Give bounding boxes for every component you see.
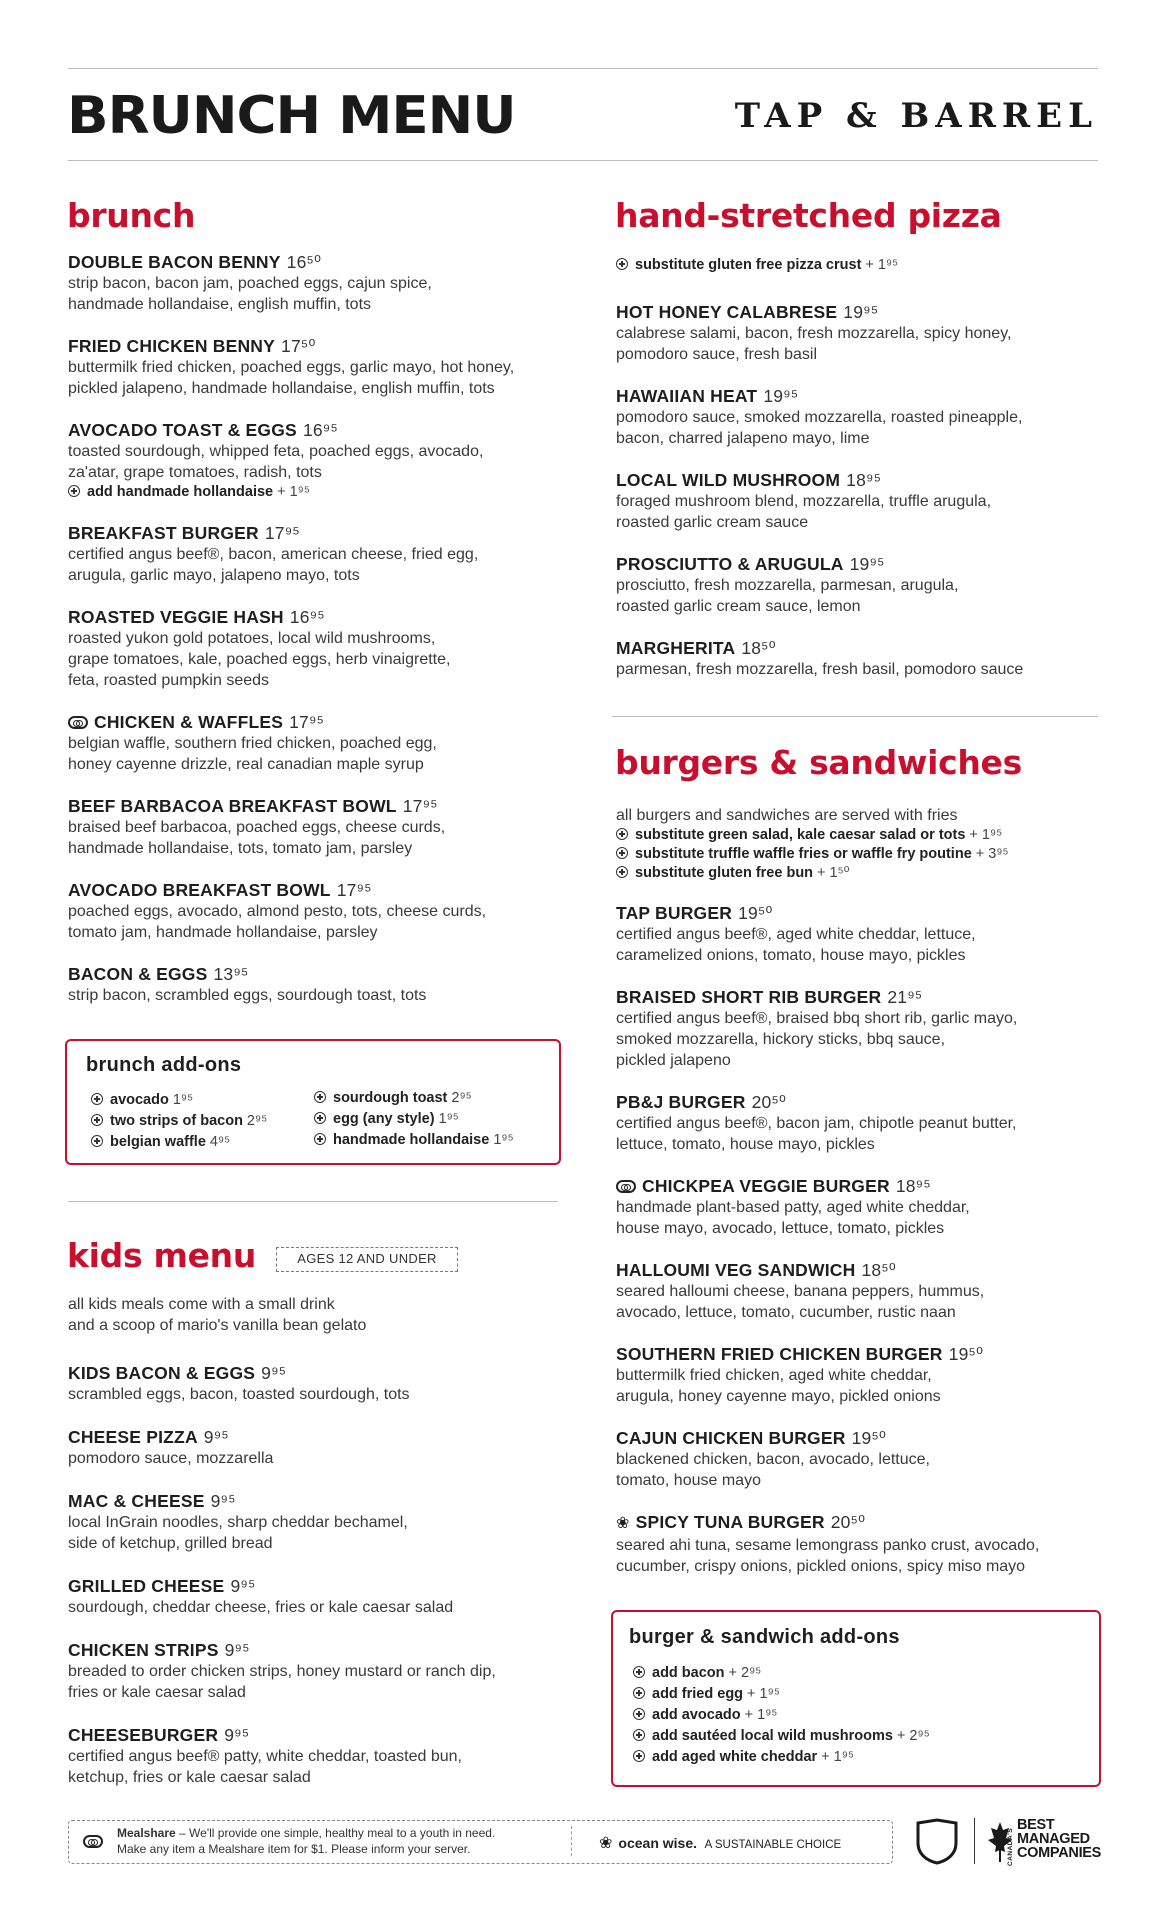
burger-options [616,826,1009,883]
item-description: blackened chicken, bacon, avocado, lettuce, tomato, house mayo [616,1451,930,1489]
ocean-wise-icon: ❀ [599,1835,613,1852]
item-name: AVOCADO TOAST & EGGS [68,420,297,440]
burgers-heading: burgers & sandwiches [615,743,1022,782]
item-name-row [616,1511,1096,1535]
addon-option [633,1706,930,1725]
item-price: 17⁹⁵ [402,796,438,816]
pizza-option-label: substitute gluten free pizza crust [635,257,862,273]
item-name-row [68,251,568,273]
menu-item [68,251,568,315]
item-name-row [616,385,1096,407]
addon-option [314,1089,514,1108]
addon-label: add avocado [652,1707,741,1723]
item-name: PROSCIUTTO & ARUGULA [616,554,844,574]
menu-item [68,879,568,943]
item-price: 19⁵⁰ [738,903,773,923]
item-price: 17⁹⁵ [336,880,372,900]
plus-circle-icon [314,1133,326,1145]
item-name: ROASTED VEGGIE HASH [68,607,284,627]
item-name: PB&J BURGER [616,1092,746,1112]
item-name: KIDS BACON & EGGS [68,1363,256,1383]
item-description: local InGrain noodles, sharp cheddar bechamel, side of ketchup, grilled bread [68,1514,408,1552]
item-price: 19⁹⁵ [843,302,879,322]
addon-label: add sautéed local wild mushrooms [652,1728,893,1744]
best-managed-logo [1017,1818,1101,1860]
item-description: pomodoro sauce, smoked mozzarella, roasted pineapple, bacon, charred jalapeno mayo, lime [616,409,1023,447]
item-name: LOCAL WILD MUSHROOM [616,470,841,490]
plus-circle-icon [91,1093,103,1105]
addon-label: sourdough toast [333,1090,448,1106]
item-name-row [68,879,568,901]
menu-item [616,1343,1096,1407]
item-price: 9⁹⁵ [261,1363,287,1383]
item-name: FRIED CHICKEN BENNY [68,336,276,356]
menu-item [68,335,568,399]
item-price: 16⁵⁰ [286,252,322,272]
ocean-wise-icon: ❀ [616,1515,630,1532]
menu-item [68,1426,568,1469]
best-managed-line1: BEST [1017,1817,1055,1833]
plus-circle-icon [633,1750,645,1762]
addon-label: add aged white cheddar [652,1749,818,1765]
plus-circle-icon [633,1687,645,1699]
item-description: strip bacon, scrambled eggs, sourdough toast, tots [68,987,427,1004]
item-description: prosciutto, fresh mozzarella, parmesan, arugula, roasted garlic cream sauce, lemon [616,577,959,615]
item-description: handmade plant-based patty, aged white cheddar, house mayo, avocado, lettuce, tomato, pickles [616,1199,970,1237]
addon-option [633,1664,930,1683]
item-name: BEEF BARBACOA BREAKFAST BOWL [68,796,397,816]
item-name-row [616,469,1096,491]
item-price: 17⁵⁰ [281,336,316,356]
addon-price: + 2⁹⁵ [728,1665,762,1681]
addon-option [633,1727,930,1746]
item-name-row [616,986,1096,1008]
menu-item [616,385,1096,449]
brunch-heading: brunch [67,196,196,235]
item-option-price: + 1⁹⁵ [277,484,310,500]
addon-option [314,1110,514,1129]
addon-label: two strips of bacon [110,1113,243,1129]
kids-intro: all kids meals come with a small drink and a scoop of mario's vanilla bean gelato [68,1296,367,1334]
item-name: CHICKPEA VEGGIE BURGER [642,1176,890,1196]
item-price: 20⁵⁰ [751,1092,787,1112]
item-option [68,483,568,502]
addon-label: belgian waffle [110,1134,206,1150]
item-description: seared ahi tuna, sesame lemongrass panko crust, avocado, cucumber, crispy onions, pickled onions, spicy miso mayo [616,1537,1040,1575]
item-description: buttermilk fried chicken, aged white cheddar, arugula, honey cayenne mayo, pickled onions [616,1367,941,1405]
item-name: CHICKEN & WAFFLES [94,712,284,732]
item-name: MAC & CHEESE [68,1491,205,1511]
menu-item [68,711,568,775]
plus-circle-icon [91,1114,103,1126]
burgers-intro: all burgers and sandwiches are served with fries [616,807,958,824]
shield-logo-icon [914,1817,960,1865]
item-option-label: add handmade hollandaise [87,484,274,500]
addon-price: 4⁹⁵ [209,1134,231,1150]
burger-addons-title: burger & sandwich add-ons [629,1626,900,1648]
brunch-addons-box [65,1039,561,1165]
item-name-row [616,301,1096,323]
item-name-row [68,1426,568,1448]
item-price: 16⁹⁵ [289,607,325,627]
item-name-row [68,1490,568,1512]
plus-circle-icon [633,1729,645,1741]
page-title: BRUNCH MENU [67,86,516,146]
burger-addons-box [611,1610,1101,1787]
item-name: HOT HONEY CALABRESE [616,302,838,322]
pizza-gluten-free-option [616,256,898,275]
item-name: CAJUN CHICKEN BURGER [616,1428,846,1448]
item-name: CHICKEN STRIPS [68,1640,219,1660]
plus-circle-icon [633,1666,645,1678]
plus-circle-icon [91,1135,103,1147]
item-name: SOUTHERN FRIED CHICKEN BURGER [616,1344,943,1364]
item-price: 9⁹⁵ [203,1427,229,1447]
best-managed-line2: MANAGED [1017,1831,1090,1847]
menu-item [68,419,568,502]
mealshare-note [117,1825,495,1857]
pizza-heading: hand-stretched pizza [615,196,1002,235]
menu-item [616,1427,1096,1491]
plus-circle-icon [314,1112,326,1124]
menu-item [616,637,1096,680]
menu-item [616,1259,1096,1323]
item-name: DOUBLE BACON BENNY [68,252,281,272]
item-price: 9⁹⁵ [230,1576,256,1596]
footer-notes [68,1820,893,1864]
item-description: belgian waffle, southern fried chicken, poached egg, honey cayenne drizzle, real canadian maple syrup [68,735,437,773]
item-name: TAP BURGER [616,903,733,923]
addon-label: avocado [110,1092,169,1108]
item-price: 9⁹⁵ [224,1640,250,1660]
menu-item [616,553,1096,617]
item-name: MARGHERITA [616,638,736,658]
addon-price: 1⁹⁵ [172,1092,194,1108]
addon-label: substitute green salad, kale caesar salad or tots [635,827,966,843]
burgers-rule [612,716,1098,717]
item-description: parmesan, fresh mozzarella, fresh basil, pomodoro sauce [616,661,1024,678]
item-price: 19⁵⁰ [948,1344,984,1364]
item-description: certified angus beef®, bacon jam, chipotle peanut butter, lettuce, tomato, house mayo, pickles [616,1115,1017,1153]
kids-items [68,1362,568,1809]
mealshare-line2: Make any item a Mealshare item for $1. Please inform your server. [117,1842,471,1856]
plus-circle-icon [633,1708,645,1720]
top-rule [68,68,1098,69]
item-price: 13⁹⁵ [213,964,249,984]
item-description: toasted sourdough, whipped feta, poached eggs, avocado, za'atar, grape tomatoes, radish, tots [68,443,484,481]
addon-price: 2⁹⁵ [246,1113,268,1129]
mealshare-icon [83,1835,103,1848]
best-managed-line3: COMPANIES [1017,1845,1102,1861]
item-description: certified angus beef® patty, white cheddar, toasted bun, ketchup, fries or kale caesar salad [68,1748,462,1786]
item-name-row [616,902,1096,924]
menu-item [616,1511,1096,1577]
addon-price: + 1⁹⁵ [747,1686,780,1702]
addon-option [616,845,1009,864]
item-price: 18⁵⁰ [861,1260,897,1280]
plus-circle-icon [616,866,628,878]
footer-divider [571,1826,573,1856]
menu-item [616,469,1096,533]
addon-option [91,1133,267,1152]
item-price: 19⁹⁵ [763,386,799,406]
menu-item [616,1091,1096,1155]
menu-item [68,963,568,1006]
ocean-wise-tagline: A SUSTAINABLE CHOICE [704,1839,842,1851]
item-description: buttermilk fried chicken, poached eggs, garlic mayo, hot honey, pickled jalapeno, handmade hollandaise, english muffin, tots [68,359,515,397]
header-rule [68,160,1098,161]
pizza-items [616,301,1096,700]
item-name-row [68,522,568,544]
item-price: 19⁹⁵ [849,554,885,574]
item-description: scrambled eggs, bacon, toasted sourdough, tots [68,1386,410,1403]
item-name: BACON & EGGS [68,964,208,984]
item-name: HALLOUMI VEG SANDWICH [616,1260,856,1280]
item-description: sourdough, cheddar cheese, fries or kale caesar salad [68,1599,454,1616]
brunch-items [68,251,568,1026]
item-description: roasted yukon gold potatoes, local wild mushrooms, grape tomatoes, kale, poached eggs, herb vinaigrette, feta, roasted pumpkin seeds [68,630,451,689]
mealshare-icon [68,716,88,729]
menu-item [68,1490,568,1554]
item-price: 18⁹⁵ [895,1176,931,1196]
addon-option [633,1685,930,1704]
menu-item [616,902,1096,966]
item-name: CHEESE PIZZA [68,1427,198,1447]
item-description: poached eggs, avocado, almond pesto, tots, cheese curds, tomato jam, handmade hollandaise, parsley [68,903,487,941]
addon-price: 1⁹⁵ [438,1111,459,1127]
item-name-row [616,553,1096,575]
menu-item [68,1362,568,1405]
item-price: 21⁹⁵ [887,987,923,1007]
addon-label: egg (any style) [333,1111,435,1127]
item-price: 20⁵⁰ [830,1512,866,1532]
item-name-row [68,795,568,817]
menu-item [616,301,1096,365]
addon-option [616,826,1009,845]
kids-rule [68,1201,558,1202]
addon-price: + 3⁹⁵ [975,846,1009,862]
item-name: GRILLED CHEESE [68,1576,225,1596]
item-description: certified angus beef®, aged white cheddar, lettuce, caramelized onions, tomato, house mayo, pickles [616,926,976,964]
addon-price: + 1⁹⁵ [969,827,1003,843]
item-price: 9⁹⁵ [224,1725,250,1745]
item-name: CHEESEBURGER [68,1725,219,1745]
pizza-option-price: + 1⁹⁵ [865,257,899,273]
item-name-row [616,1427,1096,1449]
plus-circle-icon [314,1091,326,1103]
item-name-row [68,711,568,733]
addon-option [616,864,1009,883]
mealshare-name: Mealshare [117,1826,176,1840]
item-name-row [68,963,568,985]
burger-items [616,902,1096,1597]
item-name-row [68,1362,568,1384]
addon-label: substitute truffle waffle fries or waffle fry poutine [635,846,972,862]
brunch-addons-right [314,1089,514,1152]
menu-item [68,522,568,586]
item-description: pomodoro sauce, mozzarella [68,1450,274,1467]
item-name: SPICY TUNA BURGER [635,1512,825,1532]
item-description: seared halloumi cheese, banana peppers, hummus, avocado, lettuce, tomato, cucumber, rustic naan [616,1283,985,1321]
item-name-row [616,1343,1096,1365]
item-description: calabrese salami, bacon, fresh mozzarella, spicy honey, pomodoro sauce, fresh basil [616,325,1012,363]
ages-badge: AGES 12 AND UNDER [276,1247,458,1272]
addon-price: + 1⁹⁵ [821,1749,854,1765]
addon-price: 2⁹⁵ [451,1090,472,1106]
item-name-row [68,1639,568,1661]
item-description: certified angus beef®, braised bbq short rib, garlic mayo, smoked mozzarella, hickory sticks, bbq sauce, pickled jalapeno [616,1010,1018,1069]
item-name-row [68,1724,568,1746]
item-price: 9⁹⁵ [210,1491,236,1511]
addon-price: 1⁹⁵ [493,1132,514,1148]
item-description: breaded to order chicken strips, honey mustard or ranch dip, fries or kale caesar salad [68,1663,496,1701]
item-name-row [616,637,1096,659]
item-price: 18⁵⁰ [741,638,776,658]
addon-price: + 2⁹⁵ [896,1728,930,1744]
plus-circle-icon [68,485,80,497]
item-price: 17⁹⁵ [264,523,300,543]
logo-divider [974,1818,975,1864]
item-name-row [616,1259,1096,1281]
plus-circle-icon [616,828,628,840]
menu-item [68,795,568,859]
mealshare-line1: – We'll provide one simple, healthy meal to a youth in need. [175,1826,496,1840]
menu-item [68,1724,568,1788]
burger-addons-list [633,1664,930,1769]
addon-option [91,1112,267,1131]
item-name: AVOCADO BREAKFAST BOWL [68,880,331,900]
canadas-label: CANADA'S [1007,1827,1014,1866]
kids-heading: kids menu [67,1236,257,1275]
item-name: BREAKFAST BURGER [68,523,259,543]
item-name-row [616,1175,1096,1197]
ocean-wise-brand: ocean wise. [618,1835,697,1851]
addon-option [633,1748,930,1767]
item-price: 18⁹⁵ [846,470,882,490]
item-name-row [68,606,568,628]
menu-item [68,606,568,691]
menu-item [616,1175,1096,1239]
menu-item [616,986,1096,1071]
addon-label: add fried egg [652,1686,744,1702]
menu-item [68,1575,568,1618]
item-name-row [68,419,568,441]
brunch-addons-left [91,1091,267,1154]
ocean-wise-note [599,1833,841,1853]
addon-label: handmade hollandaise [333,1132,490,1148]
item-description: certified angus beef®, bacon, american cheese, fried egg, arugula, garlic mayo, jalapeno mayo, tots [68,546,479,584]
item-description: strip bacon, bacon jam, poached eggs, cajun spice, handmade hollandaise, english muffin, tots [68,275,432,313]
item-name-row [616,1091,1096,1113]
item-name: HAWAIIAN HEAT [616,386,758,406]
item-name: BRAISED SHORT RIB BURGER [616,987,882,1007]
addon-label: add bacon [652,1665,725,1681]
item-price: 19⁵⁰ [851,1428,887,1448]
addon-price: + 1⁹⁵ [744,1707,778,1723]
addon-option [314,1131,514,1150]
item-price: 17⁹⁵ [289,712,325,732]
addon-label: substitute gluten free bun [635,865,814,881]
item-name-row [68,1575,568,1597]
item-name-row [68,335,568,357]
plus-circle-icon [616,847,628,859]
addon-price: + 1⁵⁰ [817,865,850,881]
menu-item [68,1639,568,1703]
plus-circle-icon [616,258,628,270]
item-description: foraged mushroom blend, mozzarella, truffle arugula, roasted garlic cream sauce [616,493,992,531]
addon-option [91,1091,267,1110]
brand-logo: TAP & BARREL [734,96,1098,136]
mealshare-icon [616,1180,636,1193]
item-price: 16⁹⁵ [302,420,338,440]
brunch-addons-title: brunch add-ons [86,1054,242,1076]
item-description: braised beef barbacoa, poached eggs, cheese curds, handmade hollandaise, tots, tomato jam, parsley [68,819,446,857]
